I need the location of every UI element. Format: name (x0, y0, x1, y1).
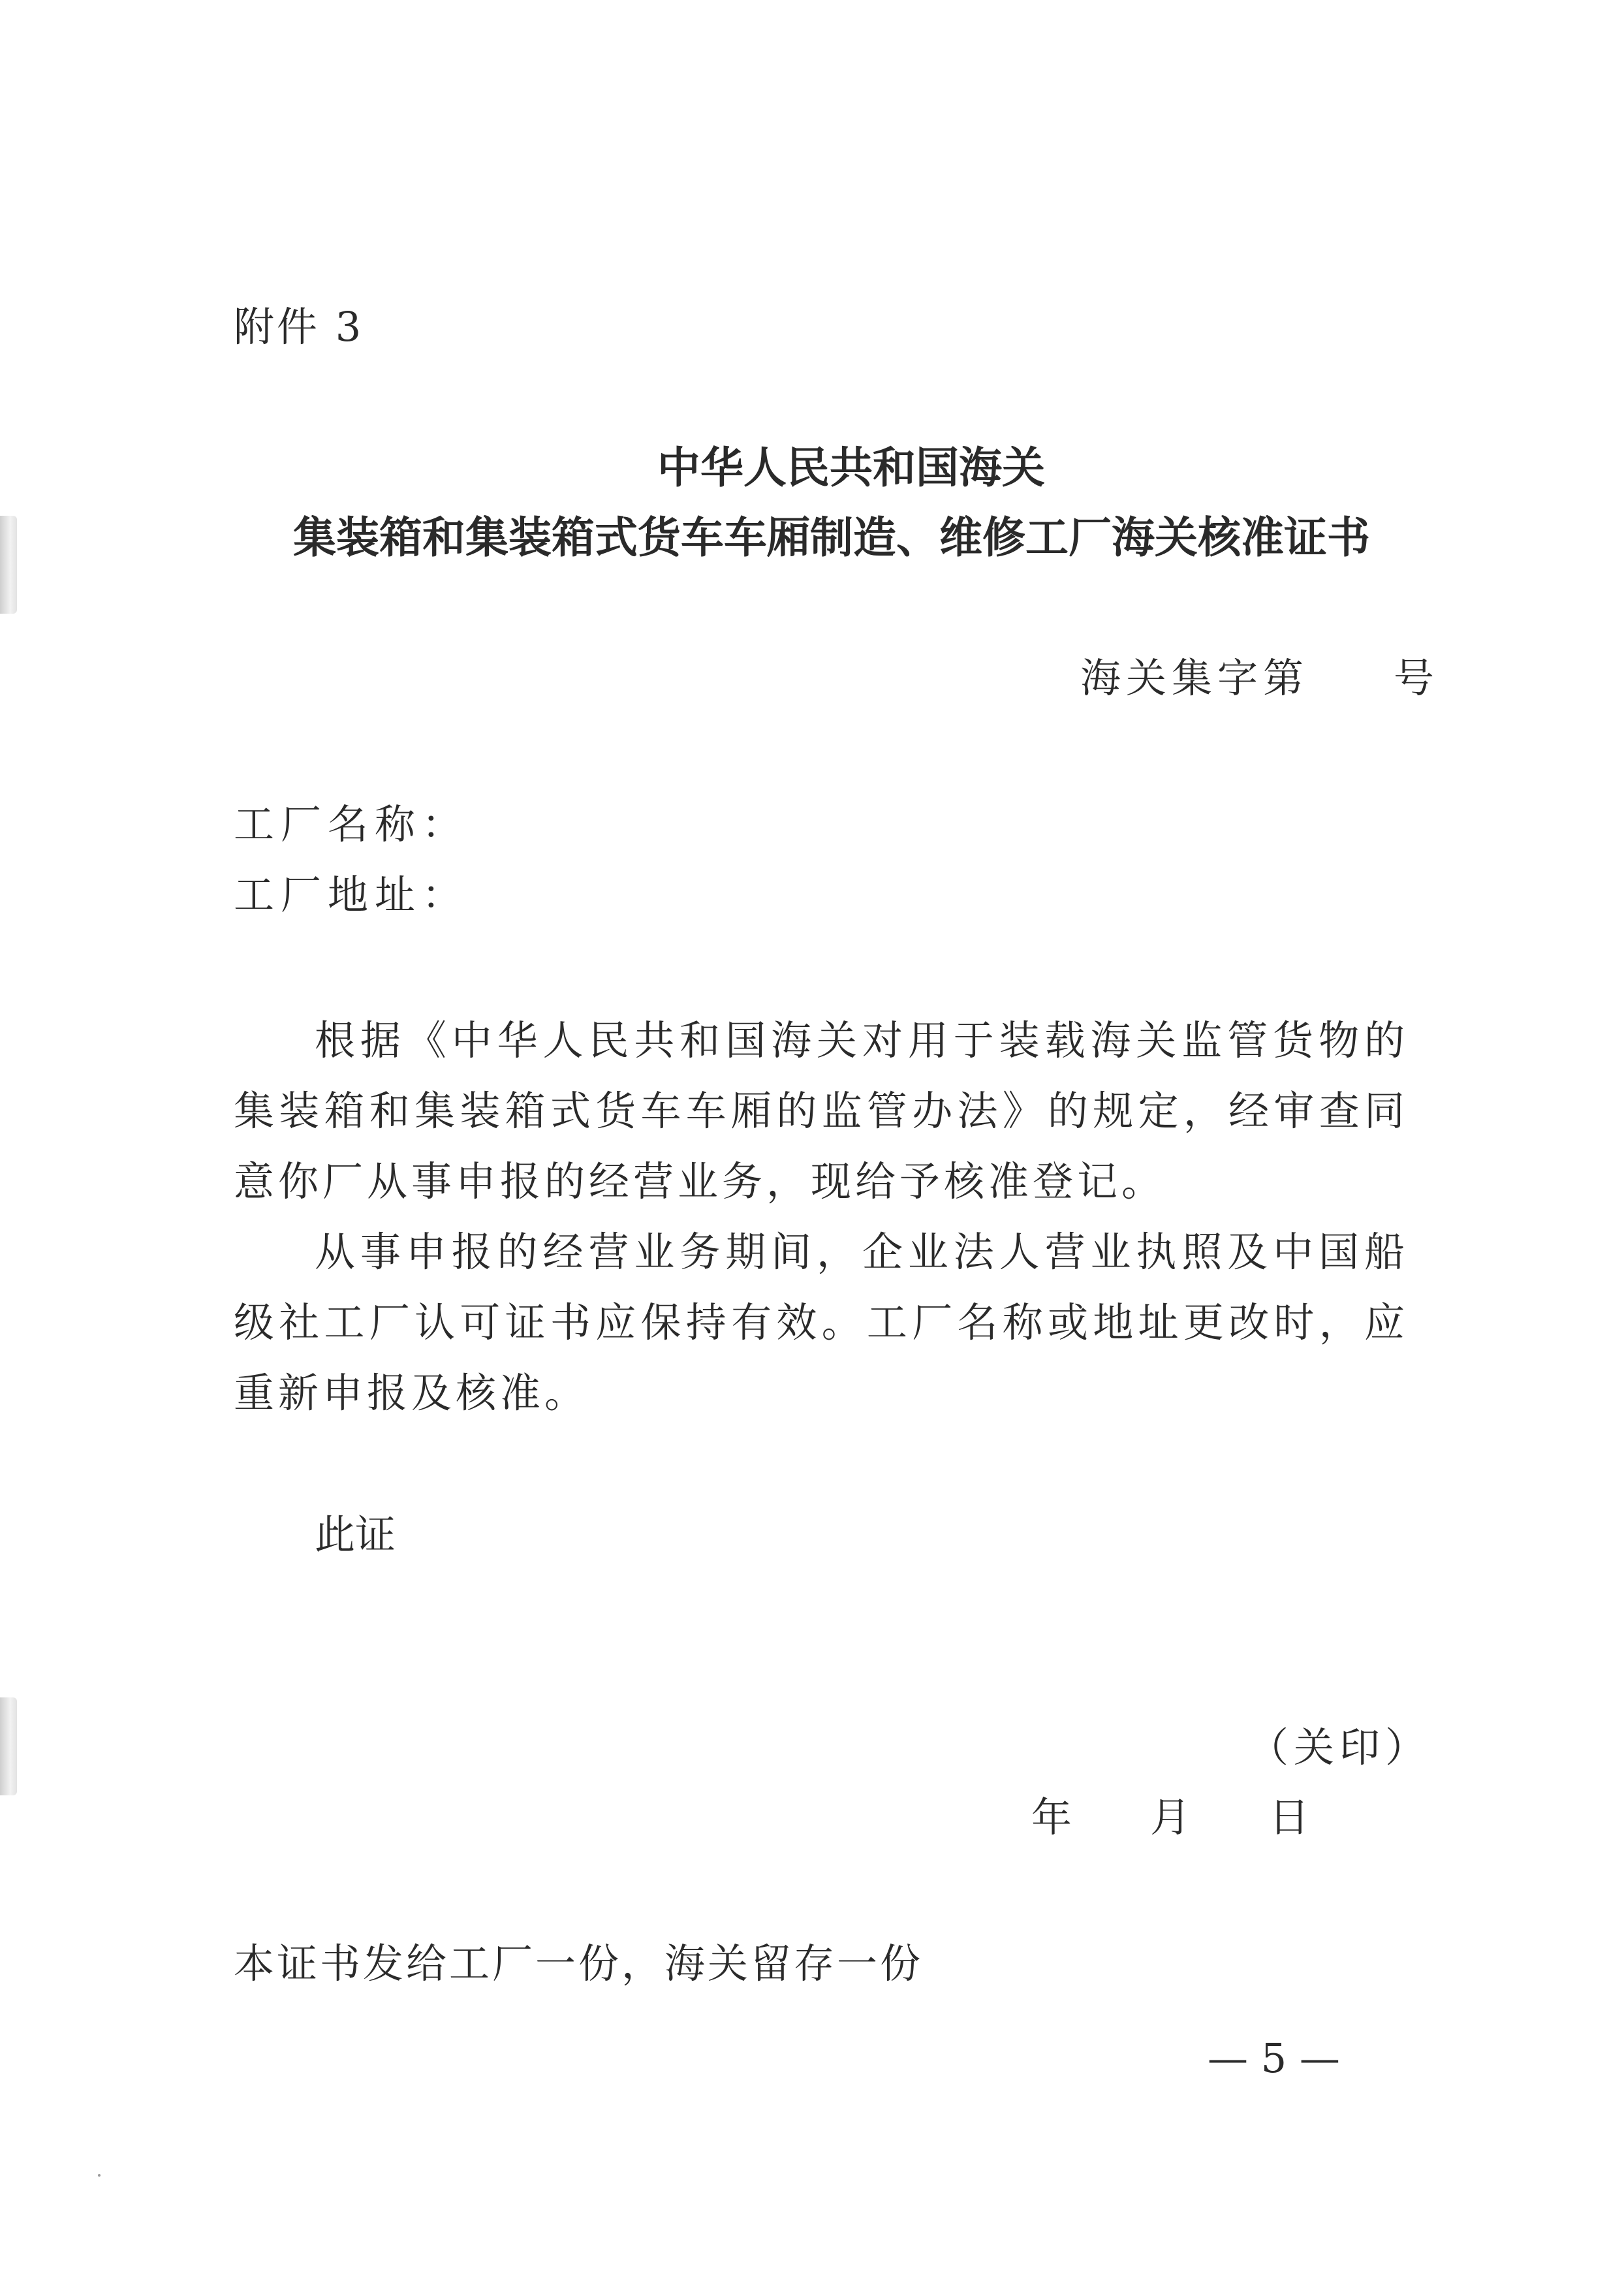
certificate-number (1080, 654, 1440, 702)
certificate-number-suffix: 号 (1394, 654, 1440, 702)
date-month: 月 (1150, 1793, 1191, 1841)
issue-date (1031, 1793, 1310, 1841)
factory-address-label: 工厂地址： (234, 871, 469, 919)
document-title-line1: 中华人民共和国海关 (657, 442, 1045, 493)
certificate-number-prefix: 海关集字第 (1080, 654, 1309, 702)
binding-clip-bottom (0, 1697, 17, 1795)
body-paragraph-1: 根据《中华人民共和国海关对用于装载海关监管货物的集装箱和集装箱式货车车厢的监管办法》的规定，经审查同意你厂从事申报的经营业务，现给予核准登记。 (234, 1016, 1409, 1205)
date-day: 日 (1269, 1793, 1310, 1841)
scan-speck (98, 2174, 101, 2177)
date-year: 年 (1031, 1793, 1072, 1841)
footer-note: 本证书发给工厂一份，海关留存一份 (234, 1940, 924, 1987)
attachment-label: 附件 3 (234, 303, 364, 351)
seal-placeholder: （关印） (1248, 1724, 1431, 1771)
closing-text: 此证 (315, 1511, 396, 1558)
body-paragraph-2: 从事申报的经营业务期间，企业法人营业执照及中国船级社工厂认可证书应保持有效。工厂名称或地址更改时，应重新申报及核准。 (234, 1228, 1409, 1417)
factory-name-label: 工厂名称： (234, 800, 469, 848)
page-number: — 5 — (1208, 2034, 1340, 2082)
document-title-line2: 集装箱和集装箱式货车车厢制造、维修工厂海关核准证书 (293, 512, 1370, 563)
